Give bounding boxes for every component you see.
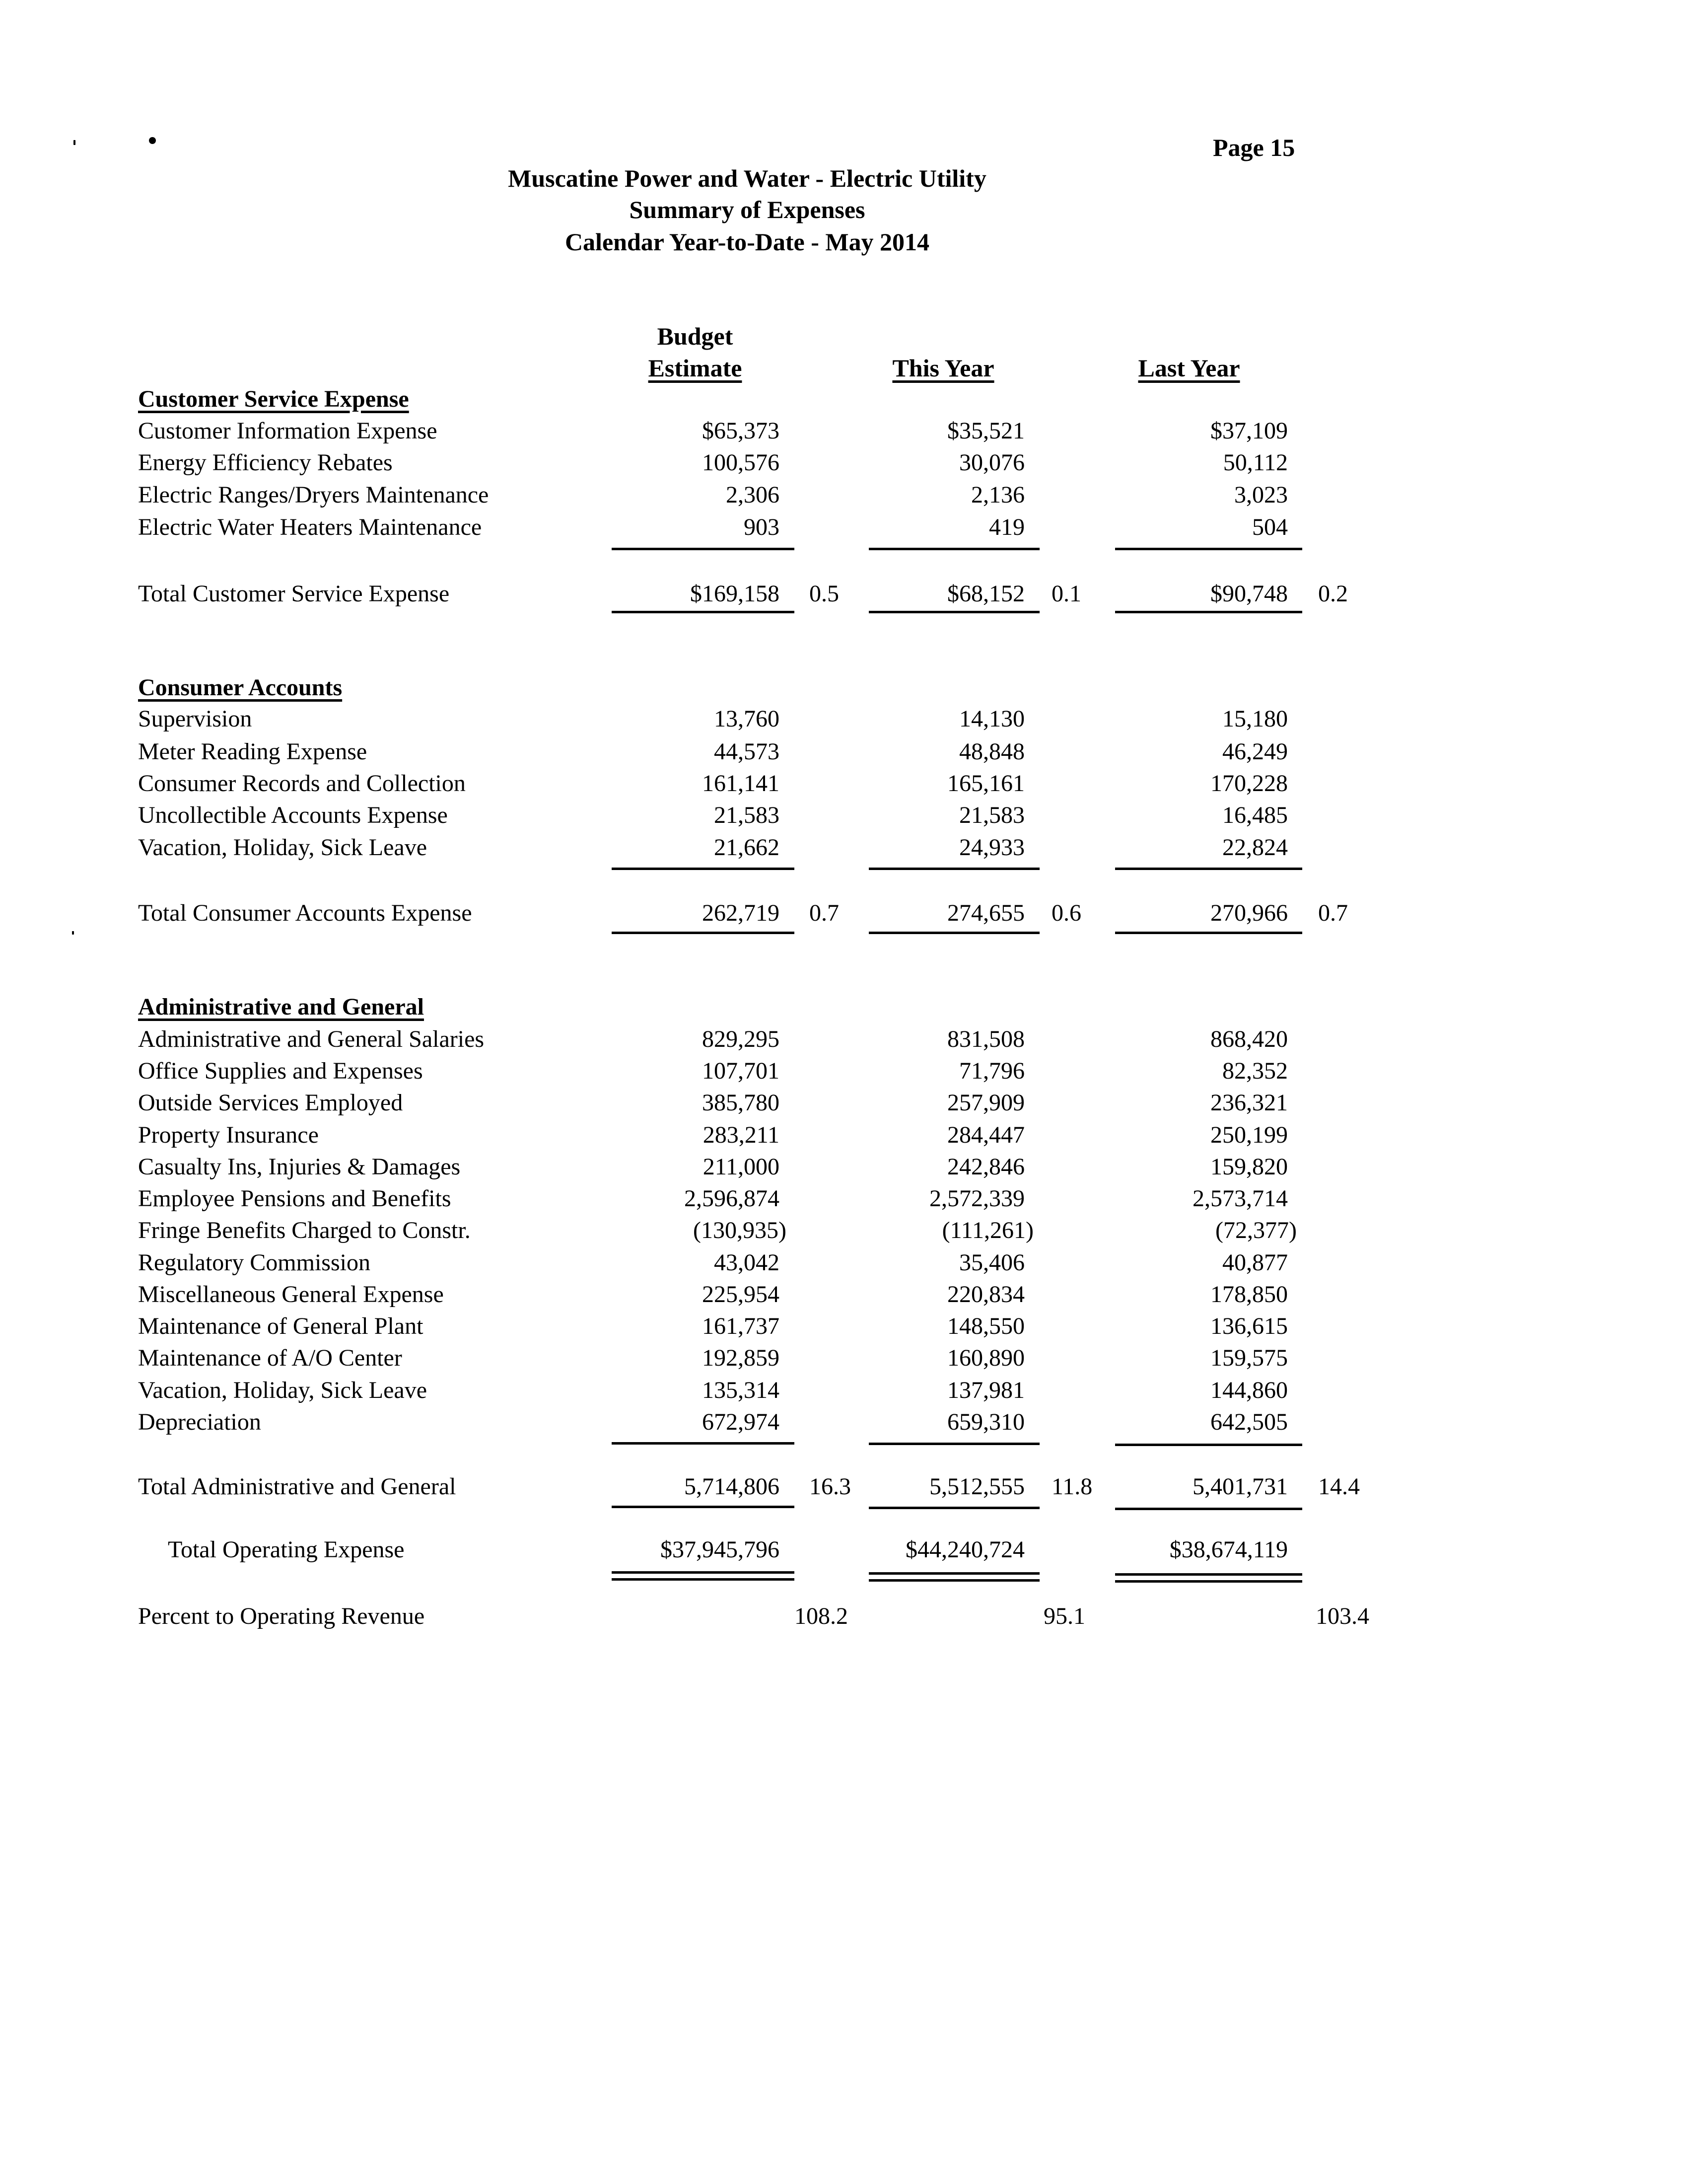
- row-label: Maintenance of General Plant: [138, 1313, 423, 1339]
- cell-this-year: 831,508: [947, 1026, 1025, 1052]
- cell-budget: 161,141: [702, 770, 779, 797]
- cell-this-year: 284,447: [947, 1122, 1025, 1148]
- cell-budget: $65,373: [702, 418, 779, 444]
- cell-last-year: 15,180: [1222, 706, 1288, 732]
- table-row: [0, 1057, 1687, 1087]
- cell-last-year: 170,228: [1210, 770, 1288, 797]
- subtotal-rule: [612, 868, 794, 870]
- double-rule-top: [1115, 1573, 1302, 1576]
- double-rule-bottom: [869, 1579, 1040, 1582]
- section-title-text: Customer Service Expense: [138, 386, 409, 412]
- report-subtitle: Summary of Expenses: [629, 196, 865, 223]
- row-label: Administrative and General Salaries: [138, 1026, 485, 1052]
- section-title-text: Administrative and General: [138, 994, 424, 1020]
- total-last-year: 270,966: [1210, 900, 1288, 926]
- cell-this-year: 71,796: [959, 1058, 1025, 1084]
- subtotal-rule: [612, 1442, 794, 1445]
- table-row: [0, 770, 1687, 800]
- col-header-budget-label: Estimate: [648, 354, 742, 382]
- cell-last-year: 159,575: [1210, 1345, 1288, 1371]
- percent-revenue-label: Percent to Operating Revenue: [138, 1603, 425, 1629]
- row-label: Meter Reading Expense: [138, 738, 367, 765]
- row-label: Consumer Records and Collection: [138, 770, 466, 797]
- table-row: [0, 705, 1687, 735]
- table-row: [0, 738, 1687, 768]
- cell-budget: 672,974: [702, 1409, 779, 1435]
- cell-budget: 829,295: [702, 1026, 779, 1052]
- cell-budget: 225,954: [702, 1281, 779, 1308]
- cell-last-year: 3,023: [1234, 482, 1288, 508]
- grand-total-last-year: $38,674,119: [1169, 1536, 1288, 1563]
- scan-speck: [72, 931, 74, 935]
- cell-this-year: (111,261): [942, 1217, 1034, 1243]
- cell-this-year: 419: [989, 514, 1025, 540]
- row-label: Energy Efficiency Rebates: [138, 449, 393, 476]
- row-label: Property Insurance: [138, 1122, 319, 1148]
- total-last-year-pct: 0.7: [1318, 900, 1348, 926]
- total-this-year-pct: 0.6: [1052, 900, 1081, 926]
- total-this-year: 5,512,555: [929, 1473, 1025, 1500]
- cell-last-year: 159,820: [1210, 1154, 1288, 1180]
- row-label: Casualty Ins, Injuries & Damages: [138, 1154, 461, 1180]
- total-this-year-pct: 11.8: [1052, 1473, 1093, 1500]
- cell-this-year: 220,834: [947, 1281, 1025, 1308]
- row-label: Electric Water Heaters Maintenance: [138, 514, 482, 540]
- percent-revenue-last-year: 103.4: [1316, 1603, 1369, 1629]
- percent-revenue-budget: 108.2: [794, 1603, 848, 1629]
- subtotal-rule: [1115, 868, 1302, 870]
- total-last-year: 5,401,731: [1193, 1473, 1288, 1500]
- cell-budget: 192,859: [702, 1345, 779, 1371]
- cell-last-year: 178,850: [1210, 1281, 1288, 1308]
- scan-dot: [149, 137, 156, 144]
- cell-budget: 283,211: [703, 1122, 779, 1148]
- total-label: Total Consumer Accounts Expense: [138, 900, 472, 926]
- cell-budget: 211,000: [703, 1154, 779, 1180]
- cell-this-year: 659,310: [947, 1409, 1025, 1435]
- table-row: [0, 801, 1687, 831]
- cell-this-year: 21,583: [959, 802, 1025, 828]
- row-label: Vacation, Holiday, Sick Leave: [138, 1377, 427, 1403]
- cell-budget: 44,573: [714, 738, 779, 765]
- col-header-last-year: [1120, 354, 1259, 382]
- section-title-text: Consumer Accounts: [138, 674, 343, 701]
- table-row: [0, 1408, 1687, 1438]
- cell-budget: 21,662: [714, 834, 779, 861]
- cell-this-year: 160,890: [947, 1345, 1025, 1371]
- row-label: Office Supplies and Expenses: [138, 1058, 423, 1084]
- cell-this-year: 30,076: [959, 449, 1025, 476]
- total-budget-pct: 16.3: [809, 1473, 851, 1500]
- total-last-year-pct: 14.4: [1318, 1473, 1360, 1500]
- subtotal-rule: [869, 868, 1040, 870]
- cell-last-year: 50,112: [1223, 449, 1288, 476]
- cell-budget: 43,042: [714, 1249, 779, 1276]
- grand-total-label: Total Operating Expense: [168, 1536, 405, 1563]
- cell-last-year: 22,824: [1222, 834, 1288, 861]
- table-row: [0, 513, 1687, 543]
- cell-last-year: $37,109: [1210, 418, 1288, 444]
- row-label: Miscellaneous General Expense: [138, 1281, 444, 1308]
- table-row: [0, 1153, 1687, 1183]
- cell-last-year: 236,321: [1210, 1090, 1288, 1116]
- cell-this-year: 137,981: [947, 1377, 1025, 1403]
- grand-total-budget: $37,945,796: [660, 1536, 779, 1563]
- page-number: Page 15: [1213, 134, 1295, 161]
- cell-this-year: 35,406: [959, 1249, 1025, 1276]
- report-period: Calendar Year-to-Date - May 2014: [564, 228, 930, 256]
- total-rule: [869, 611, 1040, 613]
- cell-last-year: 46,249: [1222, 738, 1288, 765]
- cell-last-year: 16,485: [1222, 802, 1288, 828]
- cell-last-year: 2,573,714: [1193, 1185, 1288, 1212]
- col-header-last-year-label: Last Year: [1138, 354, 1240, 382]
- cell-this-year: 2,136: [971, 482, 1025, 508]
- subtotal-rule: [1115, 548, 1302, 550]
- section-title-customer-service: [138, 385, 409, 413]
- cell-this-year: 148,550: [947, 1313, 1025, 1339]
- section-title-consumer-accounts: [138, 674, 342, 701]
- row-label: Electric Ranges/Dryers Maintenance: [138, 482, 489, 508]
- cell-this-year: 165,161: [947, 770, 1025, 797]
- cell-budget: 385,780: [702, 1090, 779, 1116]
- table-row: [0, 1377, 1687, 1406]
- total-last-year-pct: 0.2: [1318, 581, 1348, 607]
- section-title-admin-general: [138, 993, 424, 1020]
- cell-last-year: (72,377): [1215, 1217, 1297, 1243]
- row-label: Employee Pensions and Benefits: [138, 1185, 451, 1212]
- total-rule: [1115, 1508, 1302, 1510]
- total-row: [0, 1473, 1687, 1503]
- cell-budget: 135,314: [702, 1377, 779, 1403]
- cell-last-year: 144,860: [1210, 1377, 1288, 1403]
- cell-this-year: 48,848: [959, 738, 1025, 765]
- col-header-budget-estimate: [626, 354, 765, 382]
- total-rule: [1115, 611, 1302, 613]
- row-label: Supervision: [138, 706, 252, 732]
- total-budget: 5,714,806: [684, 1473, 779, 1500]
- row-label: Depreciation: [138, 1409, 261, 1435]
- row-label: Vacation, Holiday, Sick Leave: [138, 834, 427, 861]
- table-row: [0, 481, 1687, 511]
- cell-this-year: 242,846: [947, 1154, 1025, 1180]
- total-this-year: 274,655: [947, 900, 1025, 926]
- table-row: [0, 1121, 1687, 1151]
- grand-total-this-year: $44,240,724: [906, 1536, 1025, 1563]
- row-label: Regulatory Commission: [138, 1249, 370, 1276]
- total-budget-pct: 0.7: [809, 900, 839, 926]
- table-row: [0, 834, 1687, 864]
- total-budget: $169,158: [690, 581, 779, 607]
- row-label: Uncollectible Accounts Expense: [138, 802, 448, 828]
- table-row: [0, 1185, 1687, 1215]
- percent-revenue-row: [0, 1602, 1687, 1632]
- subtotal-rule: [869, 1443, 1040, 1445]
- row-label: Maintenance of A/O Center: [138, 1345, 402, 1371]
- total-last-year: $90,748: [1210, 581, 1288, 607]
- cell-budget: 13,760: [714, 706, 779, 732]
- cell-last-year: 868,420: [1210, 1026, 1288, 1052]
- total-label: Total Customer Service Expense: [138, 581, 450, 607]
- row-label: Outside Services Employed: [138, 1090, 403, 1116]
- grand-total-row: [0, 1536, 1687, 1566]
- total-row: [0, 899, 1687, 929]
- cell-last-year: 82,352: [1222, 1058, 1288, 1084]
- subtotal-rule: [1115, 1444, 1302, 1446]
- total-rule: [612, 611, 794, 613]
- scan-speck: [73, 140, 75, 145]
- cell-last-year: 642,505: [1210, 1409, 1288, 1435]
- cell-last-year: 504: [1252, 514, 1288, 540]
- cell-last-year: 250,199: [1210, 1122, 1288, 1148]
- cell-last-year: 136,615: [1210, 1313, 1288, 1339]
- table-row: [0, 1025, 1687, 1055]
- total-rule: [869, 932, 1040, 934]
- row-label: Customer Information Expense: [138, 418, 437, 444]
- col-header-this-year-label: This Year: [892, 354, 994, 382]
- cell-this-year: 24,933: [959, 834, 1025, 861]
- subtotal-rule: [869, 548, 1040, 550]
- total-rule: [612, 932, 794, 934]
- cell-this-year: 14,130: [959, 706, 1025, 732]
- cell-this-year: $35,521: [947, 418, 1025, 444]
- table-row: [0, 449, 1687, 479]
- subtotal-rule: [612, 548, 794, 550]
- total-row: [0, 580, 1687, 610]
- cell-budget: 21,583: [714, 802, 779, 828]
- col-header-this-year: [874, 354, 1013, 382]
- double-rule-bottom: [1115, 1580, 1302, 1583]
- cell-this-year: 2,572,339: [929, 1185, 1025, 1212]
- total-this-year: $68,152: [947, 581, 1025, 607]
- cell-this-year: 257,909: [947, 1090, 1025, 1116]
- table-row: [0, 1312, 1687, 1342]
- table-row: [0, 1281, 1687, 1310]
- cell-budget: 100,576: [702, 449, 779, 476]
- cell-budget: 107,701: [702, 1058, 779, 1084]
- double-rule-top: [869, 1572, 1040, 1575]
- cell-budget: 2,596,874: [684, 1185, 779, 1212]
- total-label: Total Administrative and General: [138, 1473, 456, 1500]
- total-rule: [869, 1507, 1040, 1509]
- table-row: [0, 417, 1687, 447]
- cell-budget: 903: [744, 514, 779, 540]
- total-this-year-pct: 0.1: [1052, 581, 1081, 607]
- total-rule: [612, 1506, 794, 1508]
- col-header-budget-top: Budget: [657, 322, 733, 350]
- double-rule-bottom: [612, 1578, 794, 1581]
- percent-revenue-this-year: 95.1: [1044, 1603, 1085, 1629]
- cell-budget: 161,737: [702, 1313, 779, 1339]
- table-row: [0, 1089, 1687, 1119]
- table-row: [0, 1249, 1687, 1279]
- total-budget-pct: 0.5: [809, 581, 839, 607]
- report-title: Muscatine Power and Water - Electric Utility: [508, 164, 986, 192]
- double-rule-top: [612, 1571, 794, 1574]
- table-row: [0, 1344, 1687, 1374]
- cell-budget: (130,935): [693, 1217, 786, 1243]
- cell-budget: 2,306: [726, 482, 779, 508]
- total-rule: [1115, 932, 1302, 934]
- total-budget: 262,719: [702, 900, 779, 926]
- table-row: [0, 1217, 1687, 1246]
- cell-last-year: 40,877: [1222, 1249, 1288, 1276]
- row-label: Fringe Benefits Charged to Constr.: [138, 1217, 471, 1243]
